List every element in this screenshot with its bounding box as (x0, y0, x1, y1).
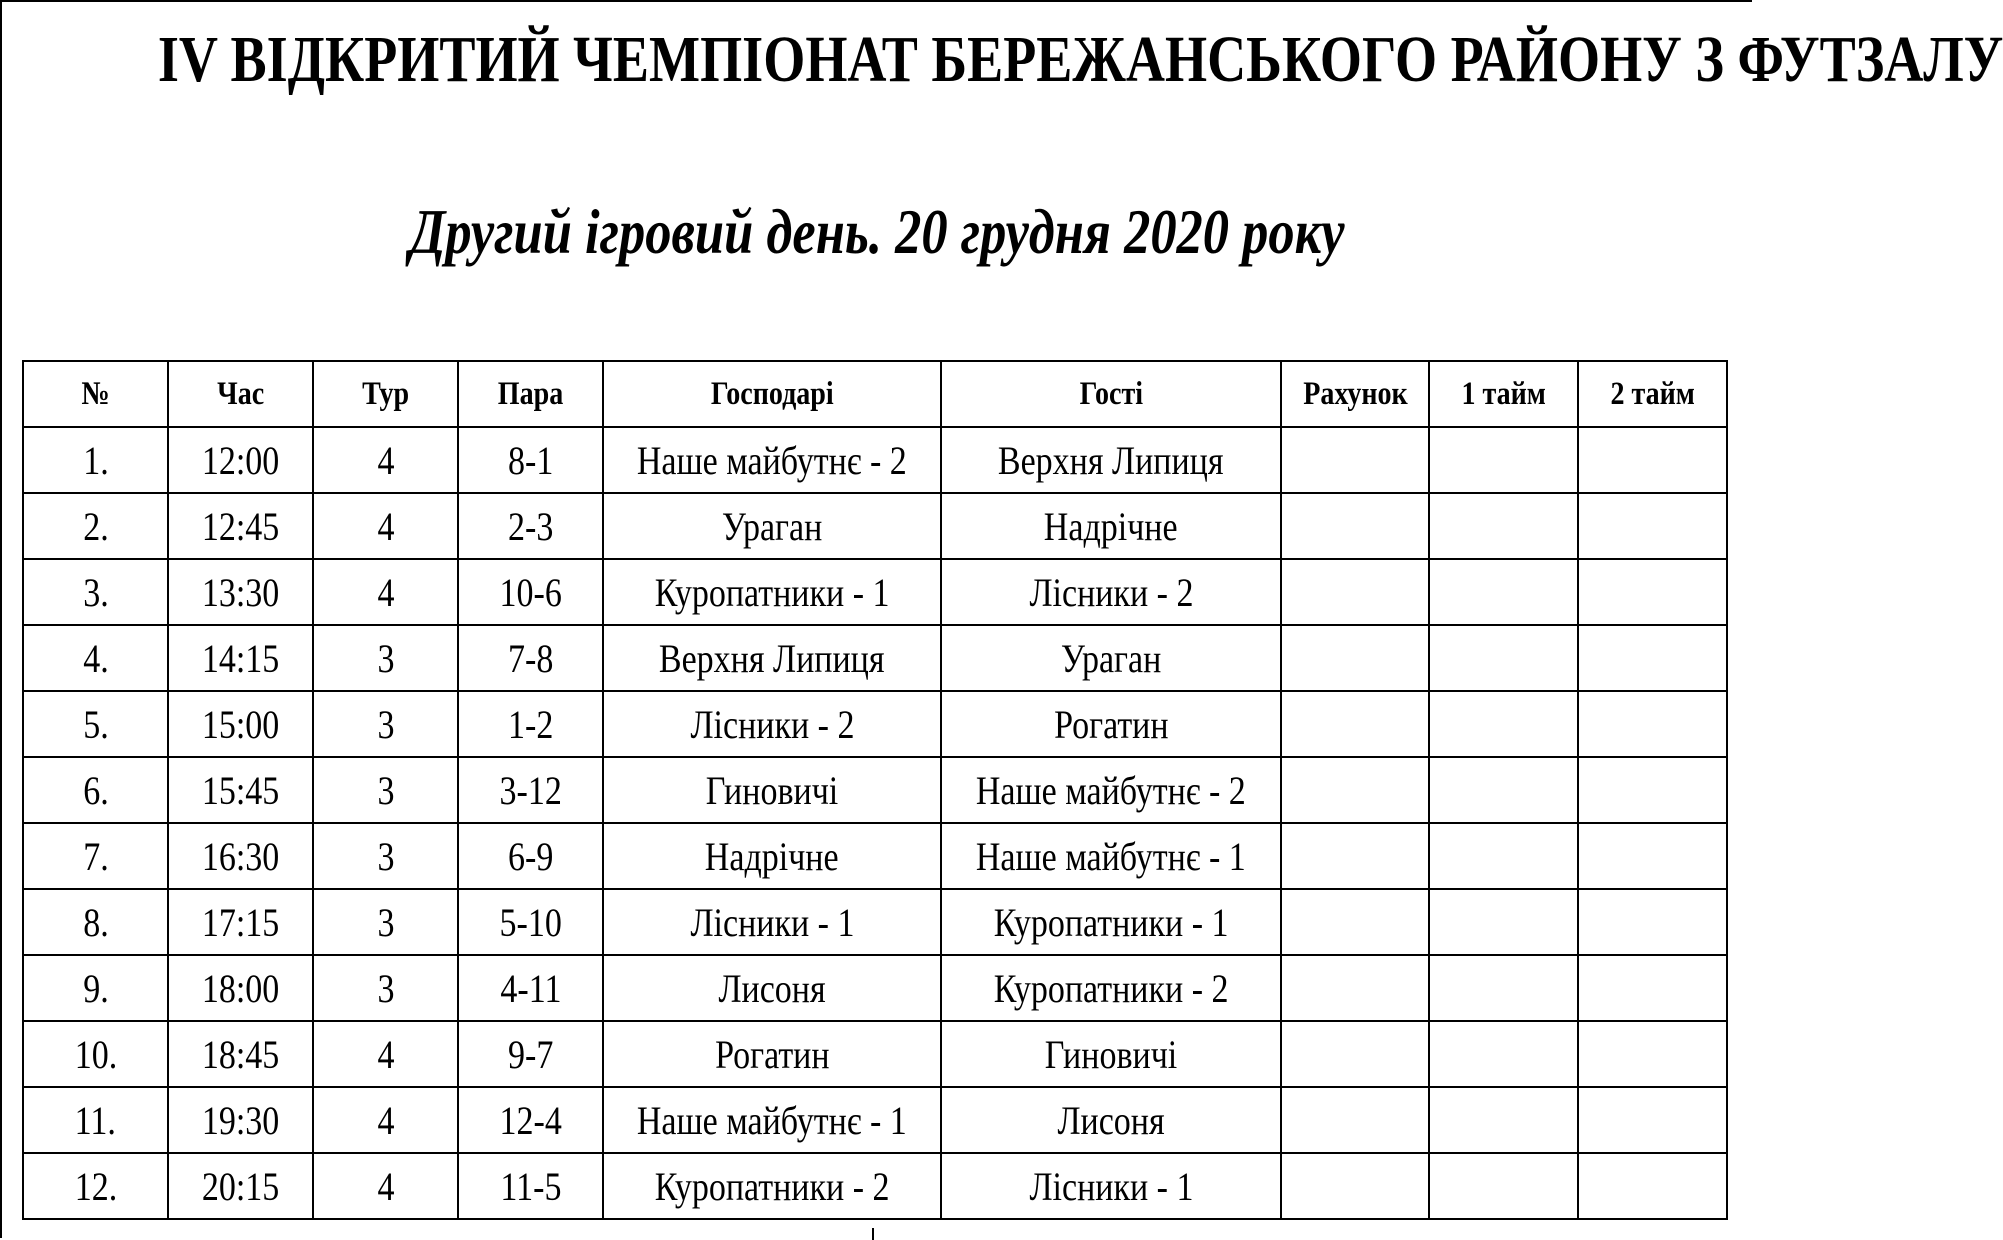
cell-pair: 11-5 (458, 1153, 603, 1219)
cell-round: 4 (313, 427, 458, 493)
cell-round: 3 (313, 889, 458, 955)
header-number: № (23, 361, 168, 427)
header-half2: 2 тайм (1578, 361, 1727, 427)
header-pair: Пара (458, 361, 603, 427)
cell-score (1281, 1021, 1429, 1087)
document-title: IV ВІДКРИТИЙ ЧЕМПІОНАТ БЕРЕЖАНСЬКОГО РАЙОНУ З ФУТЗАЛУ (157, 23, 2003, 96)
cell-score (1281, 757, 1429, 823)
cell-number: 2. (23, 493, 168, 559)
cell-time: 12:45 (168, 493, 313, 559)
table-row (23, 955, 1727, 1021)
page-mark (872, 1228, 874, 1240)
header-round: Тур (313, 361, 458, 427)
cell-pair: 2-3 (458, 493, 603, 559)
cell-half2 (1578, 1021, 1727, 1087)
cell-round: 3 (313, 625, 458, 691)
cell-pair: 9-7 (458, 1021, 603, 1087)
cell-half1 (1429, 625, 1578, 691)
cell-away: Гиновичі (941, 1021, 1281, 1087)
cell-time: 17:15 (168, 889, 313, 955)
cell-half2 (1578, 1087, 1727, 1153)
table-row (23, 889, 1727, 955)
cell-away: Верхня Липиця (941, 427, 1281, 493)
table-row (23, 559, 1727, 625)
table-row (23, 493, 1727, 559)
cell-away: Ураган (941, 625, 1281, 691)
cell-home: Лисоня (603, 955, 941, 1021)
cell-half1 (1429, 823, 1578, 889)
cell-home: Куропатники - 1 (603, 559, 941, 625)
cell-half2 (1578, 427, 1727, 493)
cell-half1 (1429, 691, 1578, 757)
cell-home: Рогатин (603, 1021, 941, 1087)
cell-half1 (1429, 955, 1578, 1021)
cell-away: Наше майбутнє - 2 (941, 757, 1281, 823)
cell-half2 (1578, 493, 1727, 559)
cell-number: 1. (23, 427, 168, 493)
cell-round: 3 (313, 757, 458, 823)
cell-half1 (1429, 559, 1578, 625)
document-subtitle: Другий ігровий день. 20 грудня 2020 року (409, 196, 1345, 267)
cell-score (1281, 691, 1429, 757)
cell-half1 (1429, 1087, 1578, 1153)
cell-away: Куропатники - 1 (941, 889, 1281, 955)
cell-time: 16:30 (168, 823, 313, 889)
cell-half2 (1578, 757, 1727, 823)
cell-time: 14:15 (168, 625, 313, 691)
cell-number: 8. (23, 889, 168, 955)
cell-half2 (1578, 625, 1727, 691)
schedule-body (23, 427, 1727, 1219)
cell-number: 6. (23, 757, 168, 823)
cell-away: Лісники - 1 (941, 1153, 1281, 1219)
cell-round: 4 (313, 1087, 458, 1153)
cell-half1 (1429, 757, 1578, 823)
cell-half1 (1429, 889, 1578, 955)
cell-number: 11. (23, 1087, 168, 1153)
cell-home: Наше майбутнє - 1 (603, 1087, 941, 1153)
cell-score (1281, 559, 1429, 625)
header-time: Час (168, 361, 313, 427)
cell-pair: 8-1 (458, 427, 603, 493)
cell-score (1281, 889, 1429, 955)
header-home: Господарі (603, 361, 941, 427)
table-header-row (23, 361, 1727, 427)
cell-number: 10. (23, 1021, 168, 1087)
cell-round: 4 (313, 559, 458, 625)
cell-pair: 10-6 (458, 559, 603, 625)
header-half1: 1 тайм (1429, 361, 1578, 427)
cell-half2 (1578, 559, 1727, 625)
cell-score (1281, 1087, 1429, 1153)
cell-number: 12. (23, 1153, 168, 1219)
cell-home: Ураган (603, 493, 941, 559)
cell-away: Куропатники - 2 (941, 955, 1281, 1021)
cell-half1 (1429, 1021, 1578, 1087)
cell-away: Рогатин (941, 691, 1281, 757)
cell-score (1281, 493, 1429, 559)
cell-pair: 1-2 (458, 691, 603, 757)
cell-pair: 4-11 (458, 955, 603, 1021)
cell-home: Куропатники - 2 (603, 1153, 941, 1219)
cell-round: 3 (313, 691, 458, 757)
cell-time: 15:45 (168, 757, 313, 823)
cell-pair: 3-12 (458, 757, 603, 823)
cell-away: Лісники - 2 (941, 559, 1281, 625)
schedule-table (22, 360, 1728, 1220)
cell-number: 3. (23, 559, 168, 625)
cell-number: 7. (23, 823, 168, 889)
cell-score (1281, 427, 1429, 493)
table-row (23, 1087, 1727, 1153)
header-score: Рахунок (1281, 361, 1429, 427)
cell-half1 (1429, 1153, 1578, 1219)
cell-pair: 6-9 (458, 823, 603, 889)
cell-score (1281, 625, 1429, 691)
cell-time: 18:45 (168, 1021, 313, 1087)
cell-pair: 12-4 (458, 1087, 603, 1153)
table-row (23, 427, 1727, 493)
table-row (23, 625, 1727, 691)
cell-time: 15:00 (168, 691, 313, 757)
cell-home: Гиновичі (603, 757, 941, 823)
table-row (23, 757, 1727, 823)
cell-pair: 7-8 (458, 625, 603, 691)
cell-away: Наше майбутнє - 1 (941, 823, 1281, 889)
cell-home: Надрічне (603, 823, 941, 889)
cell-round: 4 (313, 1021, 458, 1087)
cell-number: 9. (23, 955, 168, 1021)
cell-score (1281, 955, 1429, 1021)
cell-half2 (1578, 823, 1727, 889)
table-row (23, 823, 1727, 889)
table-row (23, 1153, 1727, 1219)
cell-half1 (1429, 427, 1578, 493)
cell-time: 20:15 (168, 1153, 313, 1219)
cell-home: Верхня Липиця (603, 625, 941, 691)
cell-pair: 5-10 (458, 889, 603, 955)
cell-round: 4 (313, 1153, 458, 1219)
cell-round: 3 (313, 823, 458, 889)
cell-round: 3 (313, 955, 458, 1021)
cell-home: Лісники - 1 (603, 889, 941, 955)
cell-number: 5. (23, 691, 168, 757)
cell-score (1281, 1153, 1429, 1219)
cell-time: 18:00 (168, 955, 313, 1021)
cell-away: Надрічне (941, 493, 1281, 559)
cell-half1 (1429, 493, 1578, 559)
cell-time: 19:30 (168, 1087, 313, 1153)
cell-time: 12:00 (168, 427, 313, 493)
cell-home: Наше майбутнє - 2 (603, 427, 941, 493)
table-row (23, 1021, 1727, 1087)
cell-home: Лісники - 2 (603, 691, 941, 757)
cell-away: Лисоня (941, 1087, 1281, 1153)
header-away: Гості (941, 361, 1281, 427)
cell-half2 (1578, 691, 1727, 757)
cell-half2 (1578, 955, 1727, 1021)
cell-round: 4 (313, 493, 458, 559)
cell-half2 (1578, 1153, 1727, 1219)
cell-number: 4. (23, 625, 168, 691)
cell-half2 (1578, 889, 1727, 955)
cell-score (1281, 823, 1429, 889)
table-row (23, 691, 1727, 757)
cell-time: 13:30 (168, 559, 313, 625)
